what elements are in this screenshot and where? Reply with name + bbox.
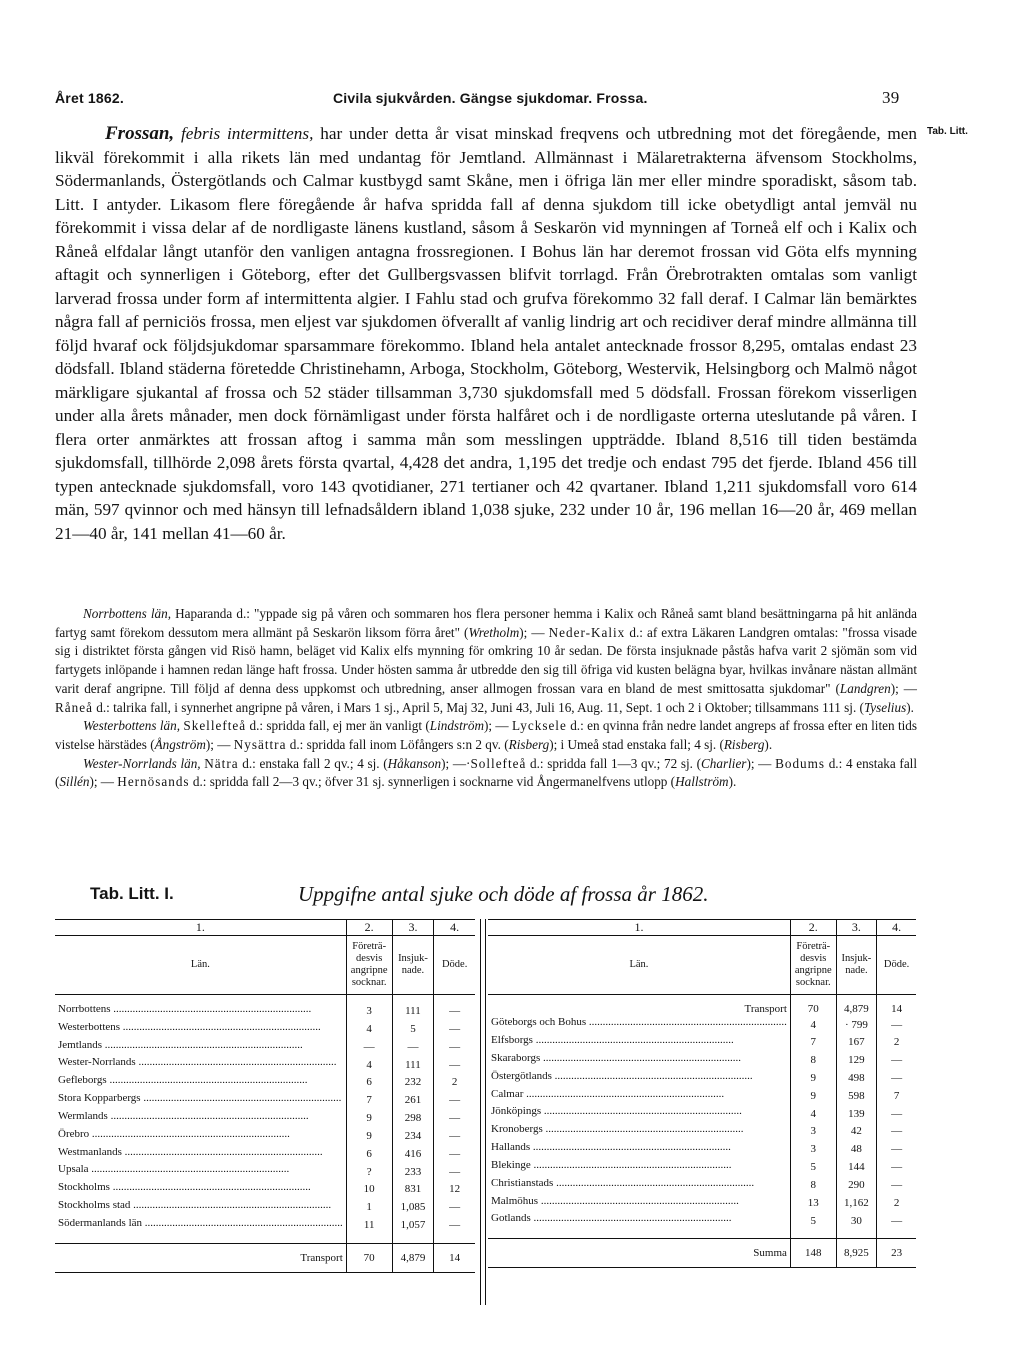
table-row [488,1016,916,1034]
lan-name: Skaraborgs ..... [491,1052,787,1065]
running-head-title: Civila sjukvården. Gängse sjukdomar. Frossa. [333,90,648,106]
lan-name: Christianstads ..... [491,1177,787,1190]
cell-ins: 298 [392,1110,434,1128]
lan-name: Kronobergs ..... [491,1123,787,1136]
cell-dod: — [891,1018,903,1031]
table-row [488,1177,916,1195]
cell-dod: — [449,1165,461,1178]
cell-ins: 5 [392,1021,434,1039]
cell-ins: 234 [392,1128,434,1146]
lan-name: Örebro ..... [58,1128,343,1141]
lan-name: Södermanlands län ..... [58,1217,343,1230]
table-caption: Uppgifne antal sjuke och döde af frossa år 1862. [298,882,709,906]
cell-dod: 2 [451,1076,458,1089]
cell-dod: — [891,1072,903,1085]
cell-soc: 3 [790,1141,836,1159]
cell-soc: 7 [790,1034,836,1052]
lan-name: Gefleborgs ..... [58,1074,343,1087]
cell-ins: 30 [836,1212,877,1230]
lan-name: Gotlands ..... [491,1212,787,1225]
cell-dod: 12 [449,1183,461,1196]
table-divider [480,919,486,1305]
cell-soc: 4 [346,1021,392,1039]
cell-dod: — [449,1040,461,1053]
cell-dod: — [891,1107,903,1120]
lan-name: Stockholms stad ..... [58,1199,343,1212]
cell-soc: — [346,1039,392,1057]
cell-soc: 11 [346,1217,392,1235]
cell-soc: 6 [346,1074,392,1092]
table-row [55,1039,475,1057]
cell-dod: — [891,1143,903,1156]
cell-soc: 9 [790,1070,836,1088]
cell-ins: 416 [392,1146,434,1164]
lan-name: Calmar ..... [491,1088,787,1101]
running-head-year: Året 1862. [55,90,124,106]
lead-word: Frossan, [105,123,175,144]
main-paragraph [55,122,917,545]
lan-name: Jemtlands ..... [58,1039,343,1052]
note-wester-norrland: Wester-Norrlands län, Nätra d.: enstaka fall 2 qv.; 4 sj. (Håkanson); —·Sollefteå d.: spridda fall 1—3 qv.; 72 sj. (Charlier); — Bodums d.: 4 enstaka fall (Sillén); — Hernösands d.: spridda fall 2—3 qv.; öfver 31 sj. synnerligen i socknarne vid Ångermanelfvens utlopp (Hallström). [55,755,918,790]
lan-name: Wermlands ..... [58,1110,343,1123]
table-row [55,1128,475,1146]
table-row-summa: Summa 148 8,925 23 [488,1239,916,1268]
table-row [488,1141,916,1159]
cell-ins: 111 [392,1003,434,1021]
cell-soc: 4 [790,1105,836,1123]
cell-ins: 111 [392,1056,434,1074]
cell-ins: 144 [836,1159,877,1177]
table-row [488,1088,916,1106]
col-header-dode: Döde. [434,936,475,995]
cell-soc: 8 [790,1177,836,1195]
cell-soc: 9 [346,1128,392,1146]
cell-ins: — [392,1039,434,1057]
cell-soc: 9 [790,1088,836,1106]
cell-ins: 1,057 [392,1217,434,1235]
cell-dod: 7 [893,1089,900,1102]
lan-name: Elfsborgs ..... [491,1034,787,1047]
table-row [488,1034,916,1052]
table-row [55,1003,475,1021]
cell-soc: 3 [790,1123,836,1141]
cell-soc: 4 [790,1016,836,1034]
table-row [55,1217,475,1235]
table-row [55,1021,475,1039]
table-row [55,1056,475,1074]
note-norrbotten: Norrbottens län, Haparanda d.: "yppade sig på våren och sommaren hos flera personer hemma i Kalix och Råneå samt bland besättningarna på hit anlända fartyg samt förekom dessutom mera allmänt på Seskarön liksom förra året" (Wretholm); — Neder-Kalix d.: af extra Läkaren Landgren omtalas: "frossa visade sig i distriktet första gången vid Risö hamn, beläget vid Kalix elfs mynning för omkring 10 år sedan. De första insjuknade påstås hafva varit 2 sjömän som vid fartygets inlöpande i hamnen redan länge haft frossa. Under hösten samma år utbredde den sig till öfriga vid kusten belägna byar, hvilkas invånare nästan allmänt varit deraf angripne. Till följd af denna dess uppkomst och utbredning, anser allmogen frossan vara en bland de mest smittosatta sjukdomar" (Landgren); — Råneå d.: talrika fall, i synnerhet angripne på våren, i Mars 1 sj., April 5, Maj 32, Juni 43, Juli 16, Aug. 11, Sept. 1 och 2 i Oktober; tillsammans 111 sj. (Tyselius). [55,606,917,715]
cell-ins: 233 [392,1163,434,1181]
table-row [488,1052,916,1070]
table-row [488,1123,916,1141]
cell-dod: — [449,1023,461,1036]
cell-ins: 167 [836,1034,877,1052]
cell-ins: 48 [836,1141,877,1159]
cell-ins: 129 [836,1052,877,1070]
table-right: 1. 2. 3. 4. Län. Företrä- desvis angripne socknar. Insjuk- nade. Döde. Transport 70 4,879 14 Göteborgs och Bohus ..... 4 · 799 — Elfsborgs ..... 7 167 2 Skaraborgs ..... 8 129 — Östergötlands ..... 9 498 — Calmar ..... 9 598 7 Jönköpings ..... 4 139 — Kronobergs ..... 3 42 — Hallands ..... 3 48 — Blekinge ..... 5 144 — Christianstads ..... 8 290 — Malmöhus ..... 13 1,162 2 Gotlands ..... 5 30 — Summa 148 8,925 23 [488,919,916,1268]
cell-dod: — [891,1054,903,1067]
table-row [488,1105,916,1123]
lan-name: Jönköpings ..... [491,1105,787,1118]
lan-name: Stockholms ..... [58,1181,343,1194]
table-row [55,1181,475,1199]
cell-ins: 261 [392,1092,434,1110]
cell-ins: 1,162 [836,1195,877,1213]
cell-ins: 1,085 [392,1199,434,1217]
cell-dod: — [449,1005,461,1018]
cell-soc: 1 [346,1199,392,1217]
cell-dod: — [891,1161,903,1174]
cell-ins: 498 [836,1070,877,1088]
cell-ins: 232 [392,1074,434,1092]
table-row [488,1159,916,1177]
table-label: Tab. Litt. I. [90,884,174,903]
cell-dod: 2 [893,1196,900,1209]
cell-dod: — [449,1112,461,1125]
lan-name: Hallands ..... [491,1141,787,1154]
table-row [55,1199,475,1217]
cell-soc: 7 [346,1092,392,1110]
lan-name: Stora Kopparbergs ..... [58,1092,343,1105]
cell-ins: 139 [836,1105,877,1123]
cell-soc: ? [346,1163,392,1181]
cell-dod: — [891,1178,903,1191]
cell-ins: · 799 [836,1016,877,1034]
table-row-transport-left: Transport 70 4,879 14 [55,1243,475,1272]
table-title [90,880,910,908]
lan-name: Göteborgs och Bohus ..... [491,1016,787,1029]
lan-name: Norrbottens ..... [58,1003,343,1016]
cell-soc: 13 [790,1195,836,1213]
cell-ins: 290 [836,1177,877,1195]
cell-ins: 831 [392,1181,434,1199]
table-row [488,1212,916,1230]
lan-name: Westmanlands ..... [58,1146,343,1159]
cell-dod: — [449,1094,461,1107]
cell-soc: 6 [346,1146,392,1164]
cell-soc: 4 [346,1056,392,1074]
lan-name: Upsala ..... [58,1163,343,1176]
cell-dod: — [891,1125,903,1138]
lan-name: Westerbottens ..... [58,1021,343,1034]
note-westerbotten: Westerbottens län, Skellefteå d.: spridda fall, ej mer än vanligt (Lindström); — Lycksele d.: en qvinna från nedre landet angreps af frossa efter en liten tids vistelse härstädes (Ångström); — Nysättra d.: spridda fall inom Löfångers s:n 2 qv. (Risberg); i Umeå stad enstaka fall; 4 sj. (Risberg). [55,718,917,752]
regional-notes [55,605,917,792]
table-row-transport-right: Transport 70 4,879 14 [488,1003,916,1016]
lead-italic: febris intermittens, [181,124,314,143]
table-row [55,1146,475,1164]
cell-soc: 10 [346,1181,392,1199]
table-row [488,1195,916,1213]
main-text: har under detta år visat minskad freqvens och utbredning mot det föregående, men likväl förekommit i alla rikets län med undantag för Jemtland. Allmännast i Mälaretrakterna äfvensom Stockholms, Södermanlands, Östergötlands och Calmar kustbygd samt Skåne, men i öfriga län mer eller mindre sporadiskt, såsom tab. Litt. I antyder. Likasom flere föregående år hafva spridda fall af denna sjukdom till icke obetydligt antal jemväl nu förekommit i vissa delar af de nordligaste länens kustland, såsom å Seskarön vid mynningen af Torneå elf och i Kalix och Råneå elfdalar långt utanför den vanligen antagna frossregionen. I Bohus län har deremot frossan vid Göta elfs mynning aftagit och synnerligen i Göteborg, efter det Gullbergsvassen blifvit torrlagd. Från Örebrotrakten omtalas som vanligt larverad frossa under form af intermittenta algier. I Fahlu stad och grufva förekommo 32 fall deraf. I Calmar län bemärktes några fall af perniciös frossa, men eljest var sjukdomen öfverallt af vanlig lindrig art och recidiver deraf mindre allmänna till följd hvaraf ock följdsjukdomar sparsammare förekommo. Ibland hela antalet antecknade frossor 8,295, omtalas endast 23 dödsfall. Ibland städerna företedde Christinehamn, Arboga, Stockholm, Göteborg, Westervik, Helsingborg och Malmö något märkligare sjukantal af frossa och 52 städer tillsamman 3,730 sjukdomsfall med 5 dödsfall. Frossan förekom visserligen under alla årets månader, men dock förnämligast under första halfåret och i de nordligaste orterna uteslutande på våren. I flera orter anmärktes att frossan aftog i samma mån som messlingen uppträdde. Ibland 8,516 till tiden bestämda sjukdomsfall, tillhörde 2,098 årets första qvartal, 4,428 det andra, 1,195 det tredje och endast 795 det fjerde. Ibland 456 till typen antecknade sjukdomsfall, voro 143 qvotidianer, 271 tertianer och 42 qvartaner. Ibland 1,211 sjukdomsfall voro 614 män, 597 qvinnor och med hänsyn till lefnadsåldern ibland 1,038 sjuke, 232 under 10 år, 196 mellan 16—20 år, 469 mellan 21—40 år, 141 mellan 41—60 år. [55,124,918,543]
cell-soc: 3 [346,1003,392,1021]
table-row [55,1092,475,1110]
col-header-lan: Län. [55,936,346,995]
cell-ins: 42 [836,1123,877,1141]
cell-soc: 5 [790,1212,836,1230]
lan-name: Blekinge ..... [491,1159,787,1172]
cell-soc: 8 [790,1052,836,1070]
col-header-insjuknade: Insjuk- nade. [392,936,434,995]
cell-dod: 2 [893,1036,900,1049]
cell-dod: — [449,1218,461,1231]
cell-dod: — [891,1214,903,1227]
col-header-socknar: Företrä- desvis angripne socknar. [346,936,392,995]
margin-note: Tab. Litt. [927,126,968,137]
lan-name: Malmöhus ..... [491,1195,787,1208]
table-row [55,1163,475,1181]
table-left: 1. 2. 3. 4. Län. Företrä- desvis angripne socknar. Insjuk- nade. Döde. Norrbottens ..... 3 111 — Westerbottens ..... 4 5 — Jemtlands ..... — — — Wester-Norrlands ..... 4 111 — Gefleborgs ..... 6 232 2 Stora Kopparbergs ..... 7 261 — Wermlands ..... 9 298 — Örebro ..... 9 234 — Westmanlands ..... 6 416 — Upsala ..... ? 233 — Stockholms ..... 10 831 12 Stockholms stad ..... 1 1,085 — Södermanlands län ..... 11 1,057 — Transport 70 4,879 14 [55,919,475,1273]
table-row [488,1070,916,1088]
cell-ins: 598 [836,1088,877,1106]
cell-soc: 9 [346,1110,392,1128]
cell-dod: — [449,1129,461,1142]
cell-dod: — [449,1147,461,1160]
table-row [55,1110,475,1128]
page-number: 39 [882,88,900,107]
table-row [55,1074,475,1092]
lan-name: Östergötlands ..... [491,1070,787,1083]
lan-name: Wester-Norrlands ..... [58,1056,343,1069]
cell-dod: — [449,1201,461,1214]
cell-dod: — [449,1058,461,1071]
cell-soc: 5 [790,1159,836,1177]
